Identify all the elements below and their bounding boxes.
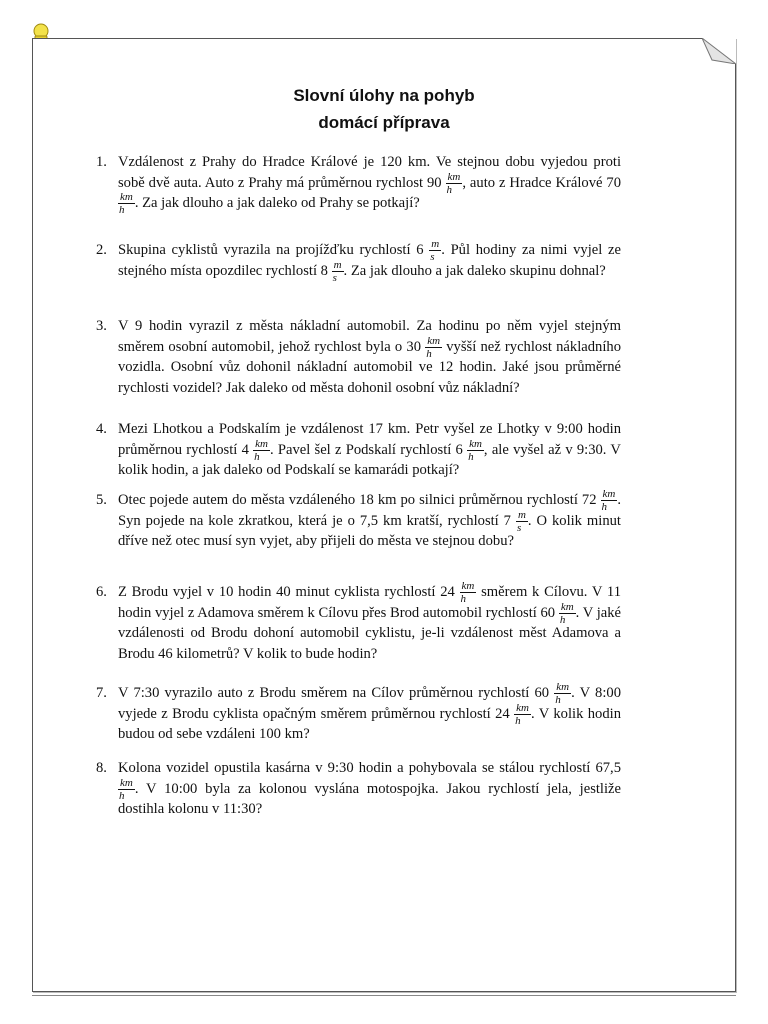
task-number: 4. bbox=[96, 421, 107, 437]
page-shadow bbox=[32, 992, 736, 996]
task-text-run: . Za jak dlouho a jak daleko od Prahy se potkají? bbox=[134, 195, 420, 211]
task-text-run: Kolona vozidel opustila kasárna v 9:30 hodin a pohybovala se stálou rychlostí 67,5 bbox=[118, 760, 621, 776]
unit-denominator: h bbox=[559, 613, 576, 626]
task-number: 8. bbox=[96, 760, 107, 776]
unit-denominator: h bbox=[425, 347, 442, 360]
unit-numerator: m bbox=[333, 258, 342, 271]
document-subtitle: domácí příprava bbox=[318, 113, 450, 132]
task-text-run: Mezi Lhotkou a Podskalím je vzdálenost 17 km. Petr vyšel ze Lhotky v 9:00 hodin průměrnou rychlostí 4 bbox=[118, 421, 621, 458]
task-text-run: Skupina cyklistů vyrazila na projížďku rychlostí 6 bbox=[118, 242, 430, 258]
unit-numerator: km bbox=[556, 681, 570, 694]
task-text-run: . V jaké vzdálenosti od Brodu dohoní automobil cyklistu, je-li vzdálenost měst Adamova a Brodu 46 kilometrů? V kolik to bude hodin? bbox=[118, 604, 622, 662]
unit-fraction bbox=[430, 238, 440, 263]
task-number: 1. bbox=[96, 154, 107, 170]
unit-numerator: km bbox=[255, 437, 268, 450]
unit-fraction bbox=[560, 601, 575, 626]
task-text bbox=[118, 316, 621, 398]
task-text-run: , auto z Hradce Králové 70 bbox=[462, 174, 621, 191]
unit-fraction bbox=[555, 681, 570, 706]
page-curl-icon bbox=[702, 38, 736, 64]
task-text-run: Otec pojede autem do města vzdáleného 18 km po silnici průměrnou rychlostí 72 bbox=[118, 492, 601, 508]
unit-numerator: km bbox=[469, 437, 482, 450]
task-text-run: . Pavel šel z Podskalí rychlostí 6 bbox=[269, 441, 468, 458]
task-text bbox=[118, 490, 621, 552]
unit-denominator: h bbox=[460, 592, 477, 605]
unit-numerator: km bbox=[447, 170, 461, 183]
task-text-run: Vzdálenost z Prahy do Hradce Králové je 120 km. Ve stejnou dobu vyjedou proti sobě dvě auta. Auto z Prahy má průměrnou rychlost 90 bbox=[118, 154, 621, 191]
unit-denominator: h bbox=[118, 789, 135, 802]
task-text bbox=[118, 238, 621, 284]
task-item bbox=[96, 582, 621, 664]
task-text-run: Z Brodu vyjel v 10 hodin 40 minut cyklista rychlostí 24 bbox=[118, 584, 460, 600]
task-text-run: V 7:30 vyrazilo auto z Brodu směrem na Cílov průměrnou rychlostí 60 bbox=[118, 685, 555, 701]
task-item bbox=[96, 316, 621, 398]
task-item bbox=[96, 683, 621, 745]
task-number: 6. bbox=[96, 584, 107, 600]
task-text bbox=[118, 683, 621, 745]
unit-fraction bbox=[254, 438, 269, 463]
task-item bbox=[96, 758, 621, 820]
task-item bbox=[96, 152, 621, 217]
task-text-run: , ale vyšel až v 9:30. V kolik hodin, a jak daleko od Podskalí se kamarádi potkají? bbox=[118, 441, 621, 478]
unit-denominator: s bbox=[516, 521, 528, 534]
unit-denominator: h bbox=[601, 500, 618, 513]
unit-denominator: h bbox=[467, 450, 484, 463]
task-text-run: . V kolik hodin budou od sebe vzdáleni 100 km? bbox=[118, 705, 621, 742]
unit-numerator: m bbox=[431, 238, 440, 251]
unit-denominator: h bbox=[554, 693, 571, 706]
unit-numerator: km bbox=[120, 776, 133, 789]
unit-numerator: km bbox=[516, 701, 529, 714]
unit-numerator: km bbox=[120, 191, 133, 204]
unit-numerator: km bbox=[602, 488, 616, 501]
unit-fraction bbox=[517, 509, 527, 534]
task-text-run: . Půl hodiny za nimi vyjel ze stejného místa opozdilec rychlostí 8 bbox=[118, 242, 621, 279]
unit-fraction bbox=[119, 777, 134, 802]
unit-numerator: km bbox=[427, 334, 441, 347]
unit-fraction bbox=[447, 171, 462, 196]
unit-denominator: h bbox=[446, 183, 463, 196]
task-item bbox=[96, 238, 621, 284]
unit-fraction bbox=[602, 488, 617, 513]
task-text-run: . V 10:00 byla za kolonou vyslána motospojka. Jakou rychlostí jela, jestliže dostihla kolonu v 11:30? bbox=[118, 780, 621, 817]
unit-fraction bbox=[515, 702, 530, 727]
task-text-run: . Za jak dlouho a jak daleko skupinu dohnal? bbox=[343, 262, 606, 279]
document-title: Slovní úlohy na pohyb bbox=[293, 86, 475, 105]
task-text-run: směrem k Cílovu. V 11 hodin vyjel z Adamova směrem k Cílovu přes Brod automobil rychlostí 60 bbox=[118, 584, 621, 621]
unit-denominator: h bbox=[118, 203, 135, 216]
task-number: 3. bbox=[96, 318, 107, 334]
task-number: 7. bbox=[96, 685, 107, 701]
task-number: 5. bbox=[96, 492, 107, 508]
unit-numerator: km bbox=[461, 580, 475, 593]
unit-numerator: km bbox=[560, 600, 574, 613]
task-item bbox=[96, 419, 621, 481]
task-text-run: . Syn pojede na kole zkratkou, která je o 7,5 km kratší, rychlostí 7 bbox=[118, 492, 621, 529]
unit-fraction bbox=[426, 335, 441, 360]
task-text bbox=[118, 419, 621, 481]
task-number: 2. bbox=[96, 242, 107, 258]
task-text-run: V 9 hodin vyrazil z města nákladní automobil. Za hodinu po něm vyjel stejným směrem osobní automobil, jehož rychlost byla o 30 bbox=[118, 318, 621, 355]
unit-fraction bbox=[333, 259, 343, 284]
task-item bbox=[96, 490, 621, 552]
unit-denominator: s bbox=[429, 250, 441, 263]
task-text-run: . V 8:00 vyjede z Brodu cyklista opačným směrem průměrnou rychlostí 24 bbox=[118, 685, 622, 722]
unit-fraction bbox=[461, 580, 476, 605]
task-text bbox=[118, 152, 621, 217]
task-text-run: vyšší než rychlost nákladního vozidla. Osobní vůz dohonil nákladní automobil ve 12 hodin. Jaké jsou průměrné rychlosti vozidel? Jak daleko od města dohonil osobní vůz nákladní? bbox=[118, 338, 621, 396]
unit-fraction bbox=[468, 438, 483, 463]
unit-denominator: s bbox=[332, 271, 344, 284]
unit-denominator: h bbox=[514, 714, 531, 727]
task-text bbox=[118, 758, 621, 820]
unit-fraction bbox=[119, 191, 134, 216]
task-text-run: . O kolik minut dříve než otec musí syn vyjet, aby přijeli do města ve stejnou dobu? bbox=[118, 512, 621, 549]
unit-numerator: m bbox=[517, 508, 526, 521]
task-text bbox=[118, 582, 621, 664]
unit-denominator: h bbox=[253, 450, 270, 463]
